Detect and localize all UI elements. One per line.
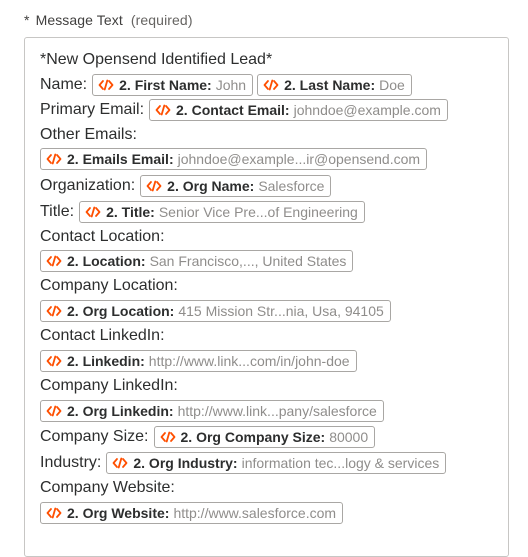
editor-line — [40, 501, 347, 525]
code-icon — [112, 457, 128, 469]
pill-sample-value: johndoe@example.com — [293, 102, 441, 118]
editor-line — [40, 174, 335, 198]
pill-field-name: 2. Location: — [67, 253, 146, 269]
code-icon — [46, 255, 62, 267]
editor-line — [40, 399, 388, 423]
editor-line — [40, 425, 379, 449]
pill-sample-value: http://www.link...com/in/john-doe — [148, 353, 350, 369]
editor-line — [40, 225, 170, 249]
pill-sample-value: 80000 — [329, 429, 369, 445]
editor-line-label: Contact LinkedIn: — [40, 327, 165, 344]
pill-sample-value: 415 Mission Str...nia, Usa, 94105 — [178, 303, 384, 319]
pill-field-name: 2. Emails Email: — [67, 151, 174, 167]
code-icon — [155, 104, 171, 116]
message-text-editor[interactable] — [24, 37, 509, 557]
mapped-field-pill[interactable] — [154, 426, 376, 448]
editor-line-label: Primary Email: — [40, 101, 145, 118]
editor-line — [40, 249, 357, 273]
pill-sample-value: information tec...logy & services — [241, 455, 440, 471]
editor-line — [40, 73, 416, 97]
pill-sample-value: http://www.link...pany/salesforce — [177, 403, 377, 419]
mapped-field-pill[interactable] — [149, 99, 448, 121]
editor-line-label: Industry: — [40, 454, 102, 471]
editor-line — [40, 123, 142, 147]
editor-line-label: Company Size: — [40, 428, 149, 445]
pill-field-name: 2. First Name: — [119, 77, 212, 93]
field-label-text: Message Text — [35, 12, 123, 28]
mapped-field-pill[interactable] — [40, 148, 427, 170]
editor-line — [40, 98, 452, 122]
pill-field-name: 2. Org Website: — [67, 505, 170, 521]
code-icon — [146, 180, 162, 192]
code-icon — [263, 79, 279, 91]
pill-field-name: 2. Linkedin: — [67, 353, 145, 369]
mapped-field-pill[interactable] — [106, 452, 446, 474]
editor-line-label: Other Emails: — [40, 126, 137, 143]
editor-line-label: Organization: — [40, 177, 136, 194]
pill-field-name: 2. Org Linkedin: — [67, 403, 174, 419]
editor-line-label: Contact Location: — [40, 228, 165, 245]
code-icon — [85, 206, 101, 218]
pill-field-name: 2. Org Location: — [67, 303, 175, 319]
editor-line-label: Company Location: — [40, 277, 178, 294]
pill-field-name: 2. Last Name: — [284, 77, 376, 93]
pill-field-name: 2. Org Company Size: — [180, 429, 326, 445]
required-star: * — [24, 12, 30, 28]
mapped-field-pill[interactable] — [40, 250, 353, 272]
pill-sample-value: Doe — [379, 77, 405, 93]
editor-heading: *New Opensend Identified Lead* — [40, 51, 273, 68]
mapped-field-pill[interactable] — [92, 74, 253, 96]
editor-line-label: Company Website: — [40, 479, 175, 496]
message-text-field-label — [24, 12, 193, 28]
editor-line — [40, 324, 170, 348]
code-icon — [46, 405, 62, 417]
pill-sample-value: Senior Vice Pre...of Engineering — [158, 204, 358, 220]
pill-sample-value: John — [215, 77, 247, 93]
pill-sample-value: http://www.salesforce.com — [173, 505, 337, 521]
editor-line-label: Title: — [40, 203, 75, 220]
pill-sample-value: San Francisco,..., United States — [149, 253, 347, 269]
mapped-field-pill[interactable] — [40, 502, 343, 524]
code-icon — [46, 507, 62, 519]
code-icon — [46, 355, 62, 367]
editor-line — [40, 274, 183, 298]
editor-line — [40, 299, 395, 323]
mapped-field-pill[interactable] — [40, 400, 384, 422]
code-icon — [160, 431, 176, 443]
code-icon — [98, 79, 114, 91]
pill-field-name: 2. Contact Email: — [176, 102, 290, 118]
code-icon — [46, 305, 62, 317]
pill-field-name: 2. Org Name: — [167, 178, 255, 194]
mapped-field-pill[interactable] — [140, 175, 331, 197]
pill-sample-value: Salesforce — [258, 178, 325, 194]
editor-line-label: Company LinkedIn: — [40, 377, 178, 394]
editor-line — [40, 451, 450, 475]
mapped-field-pill[interactable] — [40, 350, 357, 372]
editor-line — [40, 476, 180, 500]
mapped-field-pill[interactable] — [257, 74, 412, 96]
pill-field-name: 2. Org Industry: — [133, 455, 238, 471]
editor-line — [40, 200, 369, 224]
mapped-field-pill[interactable] — [40, 300, 391, 322]
editor-line — [40, 374, 183, 398]
pill-sample-value: johndoe@example...ir@opensend.com — [177, 151, 421, 167]
editor-line — [40, 349, 361, 373]
pill-field-name: 2. Title: — [106, 204, 155, 220]
mapped-field-pill[interactable] — [79, 201, 365, 223]
required-note: (required) — [130, 12, 193, 28]
editor-line — [40, 147, 431, 171]
code-icon — [46, 153, 62, 165]
editor-line-label: Name: — [40, 76, 88, 93]
